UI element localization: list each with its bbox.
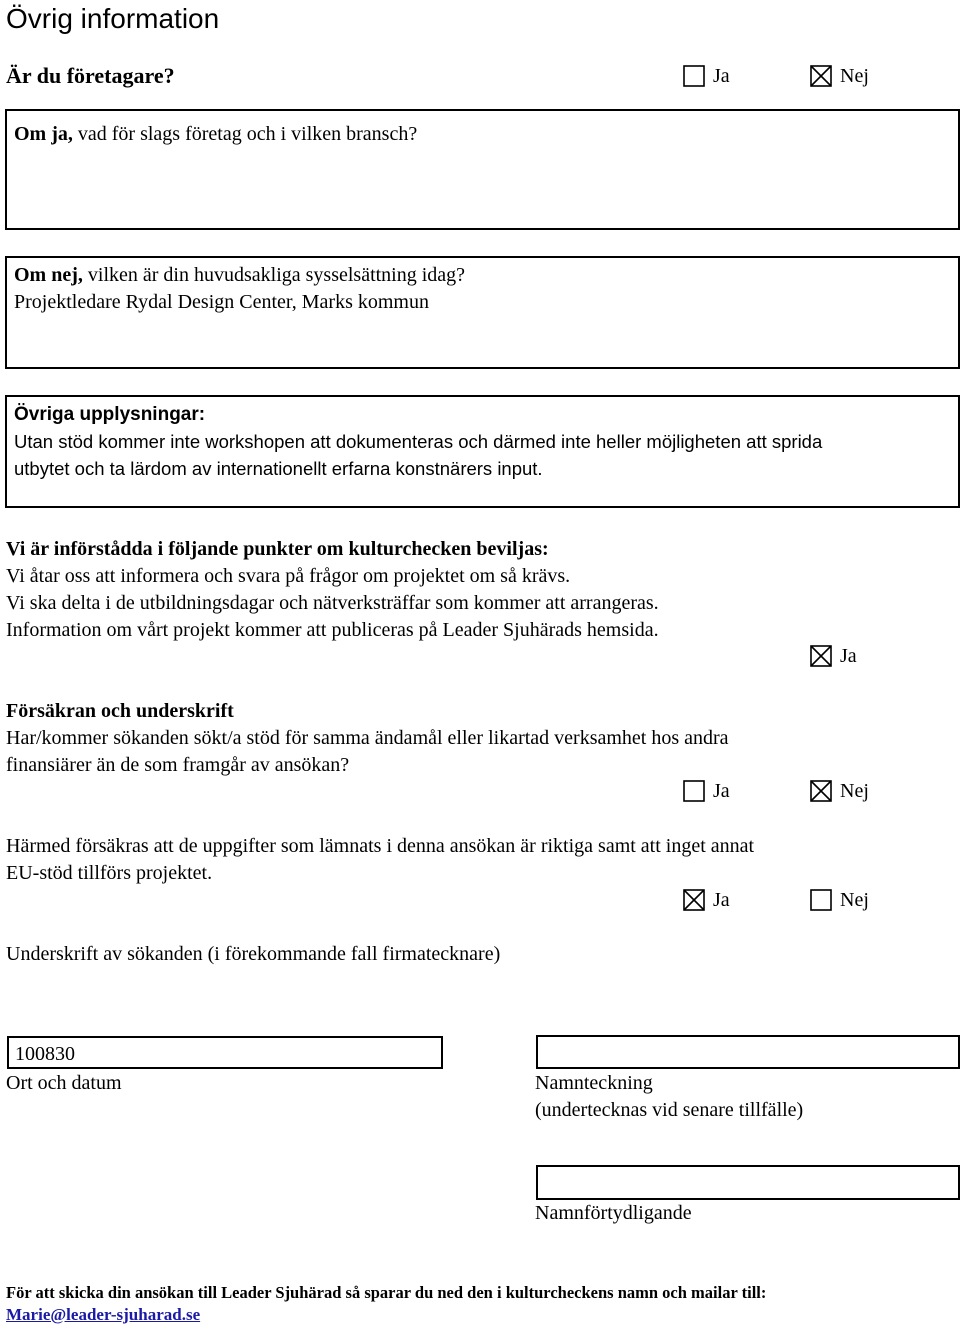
other-info-heading: Övriga upplysningar: [14, 404, 206, 425]
if-yes-box[interactable] [5, 109, 960, 230]
signature-note: (undertecknas vid senare tillfälle) [535, 1099, 804, 1121]
page-title: Övrig information [6, 3, 220, 34]
entrepreneur-no-checkbox[interactable] [810, 65, 832, 87]
place-date-value: 100830 [15, 1043, 75, 1065]
if-no-answer: Projektledare Rydal Design Center, Marks kommun [14, 291, 429, 313]
assurance-q2-yes-label: Ja [713, 889, 730, 911]
agreement-heading: Vi är införstådda i följande punkter om kulturchecken beviljas: [6, 538, 549, 560]
footer-instruction: För att skicka din ansökan till Leader Sjuhärad så sparar du ned den i kulturcheckens namn och mailar till: [6, 1283, 767, 1302]
entrepreneur-question: Är du företagare? [6, 63, 175, 88]
if-yes-question: vad för slags företag och i vilken bransch? [72, 123, 418, 145]
other-info-box[interactable] [5, 395, 960, 508]
if-no-question: vilken är din huvudsakliga sysselsättning idag? [82, 264, 466, 286]
entrepreneur-yes-checkbox[interactable] [683, 65, 705, 87]
assurance-q2-line-1: Härmed försäkras att de uppgifter som lämnats i denna ansökan är riktiga samt att inget annat [6, 835, 755, 857]
agreement-point: Information om vårt projekt kommer att publiceras på Leader Sjuhärads hemsida. [6, 619, 659, 641]
place-date-label: Ort och datum [6, 1072, 122, 1094]
assurance-q2-line-2: EU-stöd tillförs projektet. [6, 862, 213, 884]
if-no-box[interactable] [5, 256, 960, 369]
assurance-q1-no-checkbox[interactable] [810, 780, 832, 802]
signature-field[interactable] [536, 1035, 960, 1069]
agreement-point: Vi åtar oss att informera och svara på frågor om projektet om så krävs. [6, 565, 571, 587]
assurance-q2-yes-checkbox[interactable] [683, 889, 705, 911]
agreement-point: Vi ska delta i de utbildningsdagar och nätverksträffar som kommer att arrangeras. [6, 592, 659, 614]
name-clarification-field[interactable] [536, 1165, 960, 1200]
assurance-heading: Försäkran och underskrift [6, 700, 234, 722]
footer-email-link[interactable]: Marie@leader-sjuharad.se [6, 1305, 201, 1324]
other-info-line-1: Utan stöd kommer inte workshopen att dokumenteras och därmed inte heller möjligheten att sprida [14, 431, 823, 452]
entrepreneur-no-label: Nej [840, 65, 869, 87]
assurance-q1-line-2: finansiärer än de som framgår av ansökan? [6, 754, 350, 776]
assurance-q2-no-checkbox[interactable] [810, 889, 832, 911]
assurance-q1-line-1: Har/kommer sökanden sökt/a stöd för samma ändamål eller likartad verksamhet hos andra [6, 727, 729, 749]
place-date-field[interactable] [7, 1036, 443, 1069]
assurance-q1-yes-checkbox[interactable] [683, 780, 705, 802]
agreement-yes-label: Ja [840, 645, 857, 667]
signature-heading: Underskrift av sökanden (i förekommande fall firmatecknare) [6, 943, 501, 965]
if-no-prefix: Om nej, [14, 264, 83, 286]
entrepreneur-yes-label: Ja [713, 65, 730, 87]
other-info-line-2: utbytet och ta lärdom av internationellt erfarna konstnärers input. [14, 458, 543, 479]
agreement-yes-checkbox[interactable] [810, 645, 832, 667]
assurance-q1-no-label: Nej [840, 780, 869, 802]
assurance-q2-no-label: Nej [840, 889, 869, 911]
assurance-q1-yes-label: Ja [713, 780, 730, 802]
if-yes-prefix: Om ja, [14, 123, 73, 145]
name-clarification-label: Namnförtydligande [535, 1202, 692, 1224]
signature-label: Namnteckning [535, 1072, 653, 1094]
